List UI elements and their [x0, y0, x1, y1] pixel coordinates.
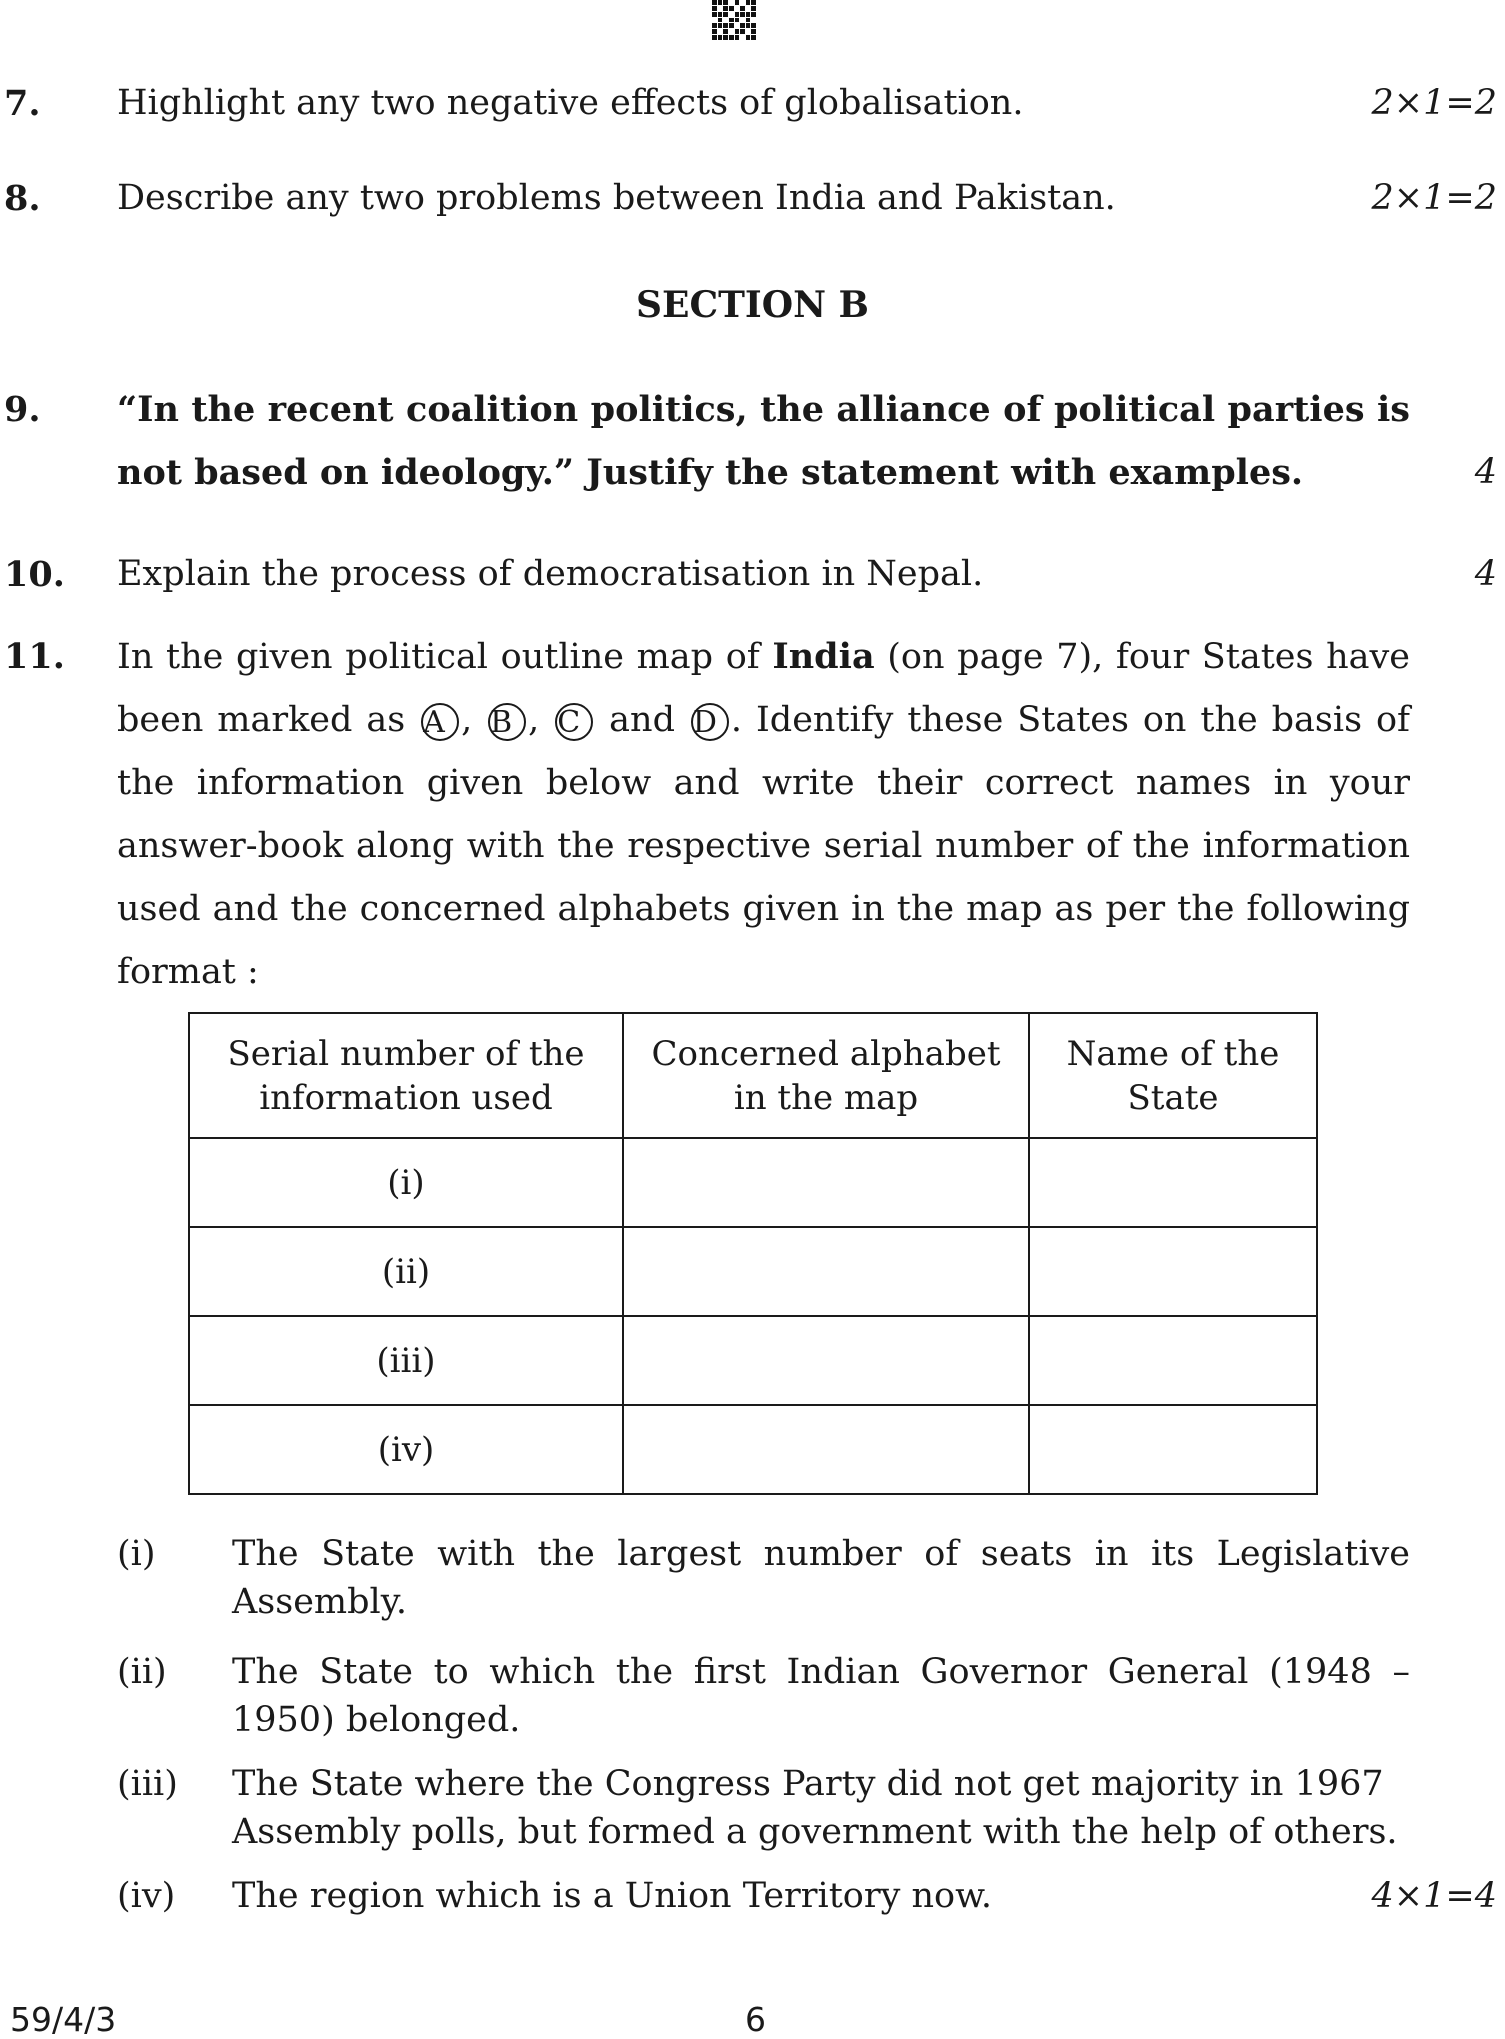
table-row [189, 1316, 1317, 1405]
table-cell-serial: (i) [189, 1138, 623, 1227]
table-row [189, 1227, 1317, 1316]
question-text: Highlight any two negative effects of globalisation. [117, 83, 1024, 123]
question-text: “In the recent coalition politics, the alliance of political parties is not based on ideology.” Justify the statement with examples. [117, 389, 1410, 493]
circled-letter-a: A [421, 703, 459, 741]
circled-letter-b: B [488, 703, 526, 741]
question-marks: 4 [1474, 554, 1497, 594]
question-marks: 2×1=2 [1371, 178, 1497, 218]
section-heading: SECTION B [636, 284, 869, 326]
table-cell-empty [623, 1227, 1029, 1316]
table-row [189, 1138, 1317, 1227]
table-cell-serial: (iv) [189, 1405, 623, 1494]
table-cell-empty [623, 1405, 1029, 1494]
text-segment: (on page 7), four States have been marked as [117, 637, 1410, 740]
table-cell-empty [1029, 1405, 1317, 1494]
paper-code: 59/4/3 [10, 2000, 117, 2039]
text-segment: , [528, 700, 540, 740]
text-segment: and [595, 700, 689, 740]
table-cell-serial: (ii) [189, 1227, 623, 1316]
country-name: India [772, 636, 875, 677]
question-text [117, 625, 1410, 1004]
question-marks: 2×1=2 [1371, 83, 1497, 123]
table-header-row [189, 1013, 1317, 1138]
text-segment: . Identify these States on the basis of the information given below and write their correct names in your answer-book along with the respective serial number of the information used and the concerned alphabets given in the map as per the following format : [117, 700, 1410, 992]
page-number: 6 [745, 2000, 766, 2039]
table-cell-empty [623, 1138, 1029, 1227]
item-text: The State to which the first Indian Governor General (1948 – 1950) belonged. [232, 1652, 1410, 1740]
question-marks: 4 [1474, 452, 1497, 492]
table-cell-empty [1029, 1316, 1317, 1405]
item-numeral: (iii) [117, 1764, 178, 1804]
table-cell-serial: (iii) [189, 1316, 623, 1405]
table-cell-empty [623, 1316, 1029, 1405]
circled-letter-c: C [555, 703, 593, 741]
table-cell-empty [1029, 1227, 1317, 1316]
question-number: 11. [4, 636, 65, 677]
circled-letter-d: D [691, 703, 729, 741]
table-header-state: Name of the State [1029, 1013, 1317, 1138]
item-numeral: (iv) [117, 1876, 176, 1916]
table-header-serial: Serial number of the information used [189, 1013, 623, 1138]
question-text: Explain the process of democratisation in Nepal. [117, 554, 984, 594]
item-numeral: (i) [117, 1534, 156, 1574]
question-number: 9. [4, 389, 41, 430]
qr-code [712, 0, 756, 40]
item-text: The region which is a Union Territory now. [232, 1876, 993, 1916]
item-text: The State where the Congress Party did not get majority in 1967 Assembly polls, but formed a government with the help of others. [232, 1764, 1398, 1852]
table-cell-empty [1029, 1138, 1317, 1227]
text-segment: , [461, 700, 473, 740]
question-number: 10. [4, 554, 65, 595]
question-marks: 4×1=4 [1371, 1876, 1497, 1916]
question-number: 8. [4, 178, 41, 219]
question-number: 7. [4, 83, 41, 124]
item-text: The State with the largest number of seats in its Legislative Assembly. [232, 1534, 1410, 1622]
question-text: Describe any two problems between India and Pakistan. [117, 178, 1116, 218]
table-header-alphabet: Concerned alphabet in the map [623, 1013, 1029, 1138]
text-segment: In the given political outline map of [117, 637, 773, 677]
answer-format-table [188, 1012, 1318, 1495]
table-row [189, 1405, 1317, 1494]
item-numeral: (ii) [117, 1652, 167, 1692]
